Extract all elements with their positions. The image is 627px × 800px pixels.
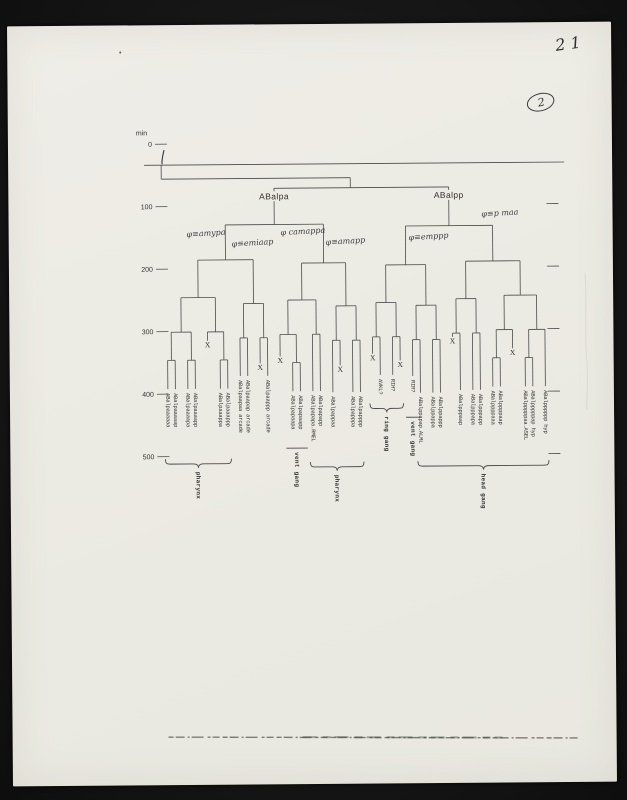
leaf-label: ABalpapppa xyxy=(349,396,357,428)
leaf-label: ABalppapap.ALML xyxy=(416,396,425,444)
group-label: pharynx xyxy=(333,474,341,503)
lineage-tree-diagram xyxy=(7,22,617,787)
leaf-label: ABalpapppp xyxy=(356,395,365,428)
sublineage-label: ABalpa xyxy=(259,191,289,202)
axis-tick-label: 500 xyxy=(142,454,155,462)
death-mark: X xyxy=(277,355,283,365)
axis-tick-label: 300 xyxy=(141,329,154,337)
death-mark: X xyxy=(369,353,376,363)
death-mark: X xyxy=(397,359,403,369)
leaf-label: ABalppappa xyxy=(429,396,437,428)
division-line xyxy=(405,225,492,226)
leaf-label: ABalpppppp hyp xyxy=(541,390,550,434)
death-mark: X xyxy=(509,347,516,357)
axis-tick-label: 400 xyxy=(142,391,154,399)
leaf-label: AVKL? xyxy=(376,378,384,395)
document-page xyxy=(7,22,617,787)
leaf-label: ABalpapaapp xyxy=(296,395,305,430)
leaf-label: ABalpaaappp xyxy=(224,392,232,427)
handwritten-annotation: φ≡emiaap xyxy=(231,237,274,249)
leaf-label: ABalpaapap arcade xyxy=(244,379,252,433)
top-cell-line xyxy=(144,162,564,165)
leaf-label: ABalpaappp arcade xyxy=(264,379,272,433)
leaf-label: RIR? xyxy=(409,379,417,393)
leaf-label: ABalppppaaa xyxy=(489,390,497,425)
handwritten-annotation: φ≡p maa xyxy=(481,207,519,219)
axis-tick-label: 100 xyxy=(140,204,153,212)
leaf-label: ABalpaapaa arcade xyxy=(236,380,245,433)
leaf-label: ABalpaaaapp xyxy=(191,392,200,428)
stamp-number: 2 xyxy=(535,95,546,110)
group-brace xyxy=(310,462,364,471)
group-label: ring gang xyxy=(382,416,391,452)
handwritten-annotation: φ≡amypa xyxy=(186,227,226,239)
leaf-label: ABalpappaa xyxy=(329,396,337,428)
faint-margin-pencil xyxy=(585,273,588,410)
leaf-label: ABalpaaaapa xyxy=(184,392,192,428)
handwritten-page-number: 21 xyxy=(554,32,587,55)
ink-speckle xyxy=(119,51,121,53)
death-mark: X xyxy=(204,340,211,350)
handwritten-tick xyxy=(162,150,164,164)
group-brace xyxy=(370,403,404,412)
leaf-label: ABalpapapp xyxy=(316,395,325,427)
leaf-label: ABalpapapa.RMEL xyxy=(309,395,317,442)
axis-tick-label: 200 xyxy=(141,266,153,274)
axis-tick-label: 0 xyxy=(148,141,152,149)
handwritten-annotation: φ≡emppp xyxy=(408,230,449,243)
leaf-label: ABalpapaapa xyxy=(289,395,297,430)
group-brace xyxy=(165,459,231,469)
group-label: head gang xyxy=(479,473,487,509)
leaf-label: ABalpaaaaap xyxy=(171,393,180,428)
leaf-label: ABalpppapa xyxy=(469,393,477,425)
leaf-label: ABalpppaap xyxy=(456,393,465,426)
division-line xyxy=(225,224,323,225)
sublineage-label: ABalpp xyxy=(433,189,464,201)
group-label: vent gang xyxy=(409,421,417,457)
handwritten-annotation: φ camappa xyxy=(280,225,326,238)
handwritten-annotation: φ≡amapp xyxy=(325,235,366,247)
death-mark: X xyxy=(449,336,456,346)
axis-unit-label: min xyxy=(135,130,148,138)
leaf-label: ABalpppppaa.ASEL xyxy=(521,390,530,440)
leaf-label: ABalpaaaaaa xyxy=(164,393,172,428)
leaf-label: ABalppppaap xyxy=(496,390,505,425)
leaf-label: ABalppappp xyxy=(436,396,445,428)
death-mark: X xyxy=(257,362,263,372)
leaf-label: ABalpppapp xyxy=(476,393,485,425)
leaf-label: ABalpaaappa xyxy=(216,392,225,427)
lineage-branch xyxy=(161,178,350,179)
group-label: pharynx xyxy=(194,471,202,500)
group-label: vent gang xyxy=(293,452,301,488)
leaf-label: ABalpppppap hyp xyxy=(529,390,537,437)
division-line xyxy=(274,187,449,188)
death-mark: X xyxy=(337,364,343,374)
leaf-label: RIH? xyxy=(389,378,397,392)
group-brace xyxy=(418,460,549,470)
